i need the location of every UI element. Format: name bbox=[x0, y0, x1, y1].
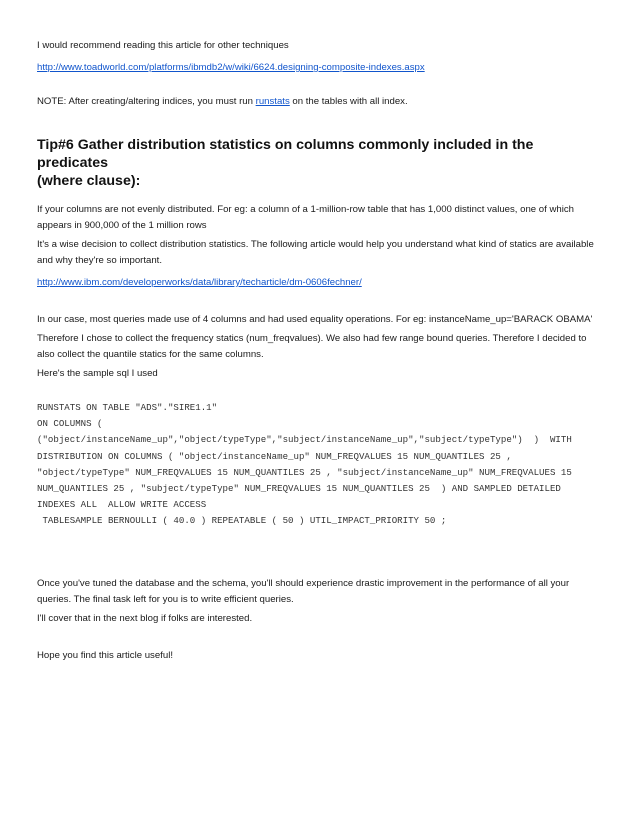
article-page bbox=[37, 38, 605, 664]
runstats-note bbox=[37, 94, 605, 110]
sql-line: RUNSTATS ON TABLE "ADS"."SIRE1.1" bbox=[37, 402, 218, 413]
note-prefix: NOTE: After creating/altering indices, you must run bbox=[37, 96, 256, 107]
toadworld-article-link[interactable]: http://www.toadworld.com/platforms/ibmdb2/w/wiki/6624.designing-composite-indexes.aspx bbox=[37, 62, 425, 73]
sql-line: ON COLUMNS ( bbox=[37, 418, 103, 430]
sql-line: DISTRIBUTION ON COLUMNS ( "object/instanceName_up" NUM_FREQVALUES 15 NUM_QUANTILES 25 , bbox=[37, 450, 512, 462]
sql-line: TABLESAMPLE BERNOULLI ( 40.0 ) REPEATABLE ( 50 ) UTIL_IMPACT_PRIORITY 50 ; bbox=[37, 515, 447, 527]
frequency-statics-paragraph: Therefore I chose to collect the frequency statics (num_freqvalues). We also had few range bound queries. Therefore I decided to also collect the quantile statics for the same columns. bbox=[37, 333, 587, 360]
tip6-heading-line1: Tip#6 Gather distribution statistics on columns commonly included in the predicates bbox=[37, 137, 534, 171]
next-blog-paragraph: I'll cover that in the next blog if folks are interested. bbox=[37, 612, 253, 624]
recommend-text: I would recommend reading this article for other techniques bbox=[37, 40, 289, 51]
our-case-paragraph: In our case, most queries made use of 4 columns and had used equality operations. For eg: instanceName_up='BARACK OBAMA' bbox=[37, 314, 593, 325]
sql-line: INDEXES ALL ALLOW WRITE ACCESS bbox=[37, 499, 207, 511]
tip6-heading-line2: (where clause): bbox=[37, 173, 141, 189]
sample-sql-intro: Here's the sample sql I used bbox=[37, 368, 158, 379]
tuned-database-paragraph: Once you've tuned the database and the schema, you'll should experience drastic improvement in the performance of all your queries. The final task left for you is to write efficient queries. bbox=[37, 577, 570, 605]
sql-line: "object/typeType" NUM_FREQVALUES 15 NUM_QUANTILES 25 , "subject/instanceName_up" NUM_FREQVALUES 15 bbox=[37, 466, 572, 478]
note-suffix: on the tables with all index. bbox=[289, 96, 408, 107]
tip6-heading bbox=[37, 136, 605, 190]
runstats-sql-block bbox=[37, 400, 605, 530]
closing-remark: Hope you find this article useful! bbox=[37, 649, 173, 661]
runstats-link[interactable]: runstats bbox=[255, 96, 290, 107]
distribution-paragraph: If your columns are not evenly distributed. For eg: a column of a 1-million-row table that has 1,000 distinct values, one of which appears in 900,000 of the 1 million rows bbox=[37, 204, 574, 231]
sql-line: ("object/instanceName_up","object/typeType","subject/instanceName_up","subject/typeType") ) WITH bbox=[37, 434, 572, 446]
sql-line: NUM_QUANTILES 25 , "subject/typeType" NUM_FREQVALUES 15 NUM_QUANTILES 25 ) AND SAMPLED DETAILED bbox=[37, 483, 561, 495]
ibm-article-link[interactable]: http://www.ibm.com/developerworks/data/library/techarticle/dm-0606fechner/ bbox=[37, 277, 362, 288]
wise-decision-paragraph: It's a wise decision to collect distribution statistics. The following article would help you understand what kind of statics are available and why they're so important. bbox=[37, 239, 594, 266]
